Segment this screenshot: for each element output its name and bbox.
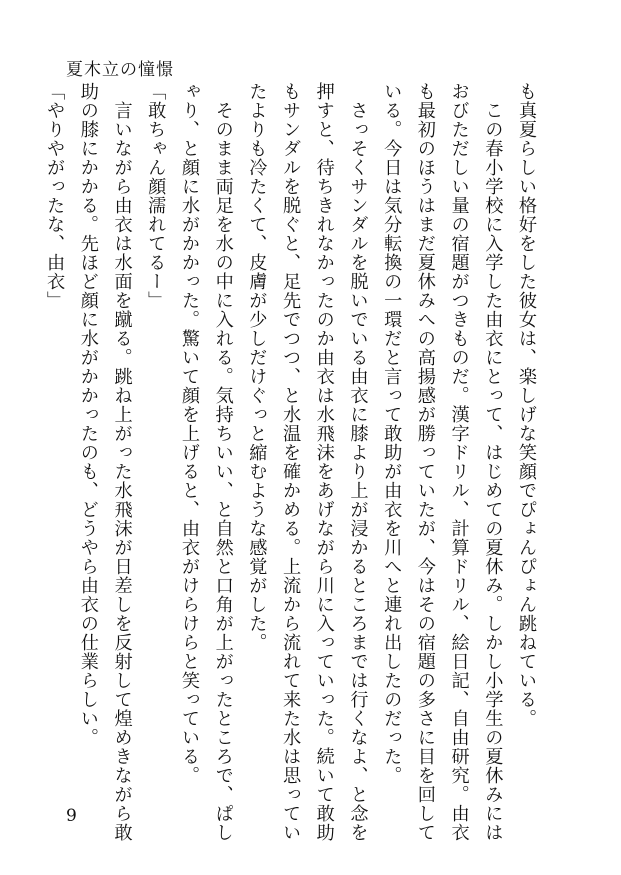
text-line: 助の膝にかかる。先ほど顔に水がかかったのも、どうやら由衣の仕業らしい。 [77, 82, 99, 747]
body-text [37, 82, 543, 842]
text-line: も最初のほうはまだ夏休みへの高揚感が勝っていたが、今はその宿題の多さに目を回して [414, 82, 436, 842]
text-line: ゃり、と顔に水がかかった。驚いて顔を上げると、由衣がけらけらと笑っている。 [178, 82, 200, 785]
text-line: 「敢ちゃん顔濡れてるー」 [145, 82, 167, 310]
text-line: おびただしい量の宿題がつきものだ。漢字ドリル、計算ドリル、絵日記、自由研究。由衣 [448, 82, 470, 842]
text-line: この春小学校に入学した由衣にとって、はじめての夏休み。しかし小学生の夏休みには [482, 82, 504, 842]
page-number: 9 [66, 806, 77, 826]
text-line: もサンダルを脱ぐと、足先でつつ、と水温を確かめる。上流から流れて来た水は思ってい [280, 82, 302, 842]
text-line: たよりも冷たくて、皮膚が少しだけぐっと縮むような感覚がした。 [246, 82, 268, 652]
text-line: さっそくサンダルを脱いでいる由衣に膝より上が浸かるところまでは行くなよ、と念を [347, 82, 369, 842]
text-line: も真夏らしい格好をした彼女は、楽しげな笑顔でぴょんぴょん跳ねている。 [516, 82, 537, 728]
text-line: そのまま両足を水の中に入れる。気持ちいい、と自然と口角が上がったところで、ぱし [212, 82, 234, 842]
text-line: 押すと、待ちきれなかったのか由衣は水飛沫をあげながら川に入っていった。続いて敢助 [313, 82, 335, 842]
text-line: いる。今日は気分転換の一環だと言って敢助が由衣を川へと連れ出したのだった。 [381, 82, 403, 785]
running-header-title: 夏木立の憧憬 [66, 60, 174, 80]
text-line: 「やりやがったな、由衣」 [44, 82, 66, 310]
text-line: 言いながら由衣は水面を蹴る。跳ね上がった水飛沫が日差しを反射して煌めきながら敢 [111, 82, 133, 842]
